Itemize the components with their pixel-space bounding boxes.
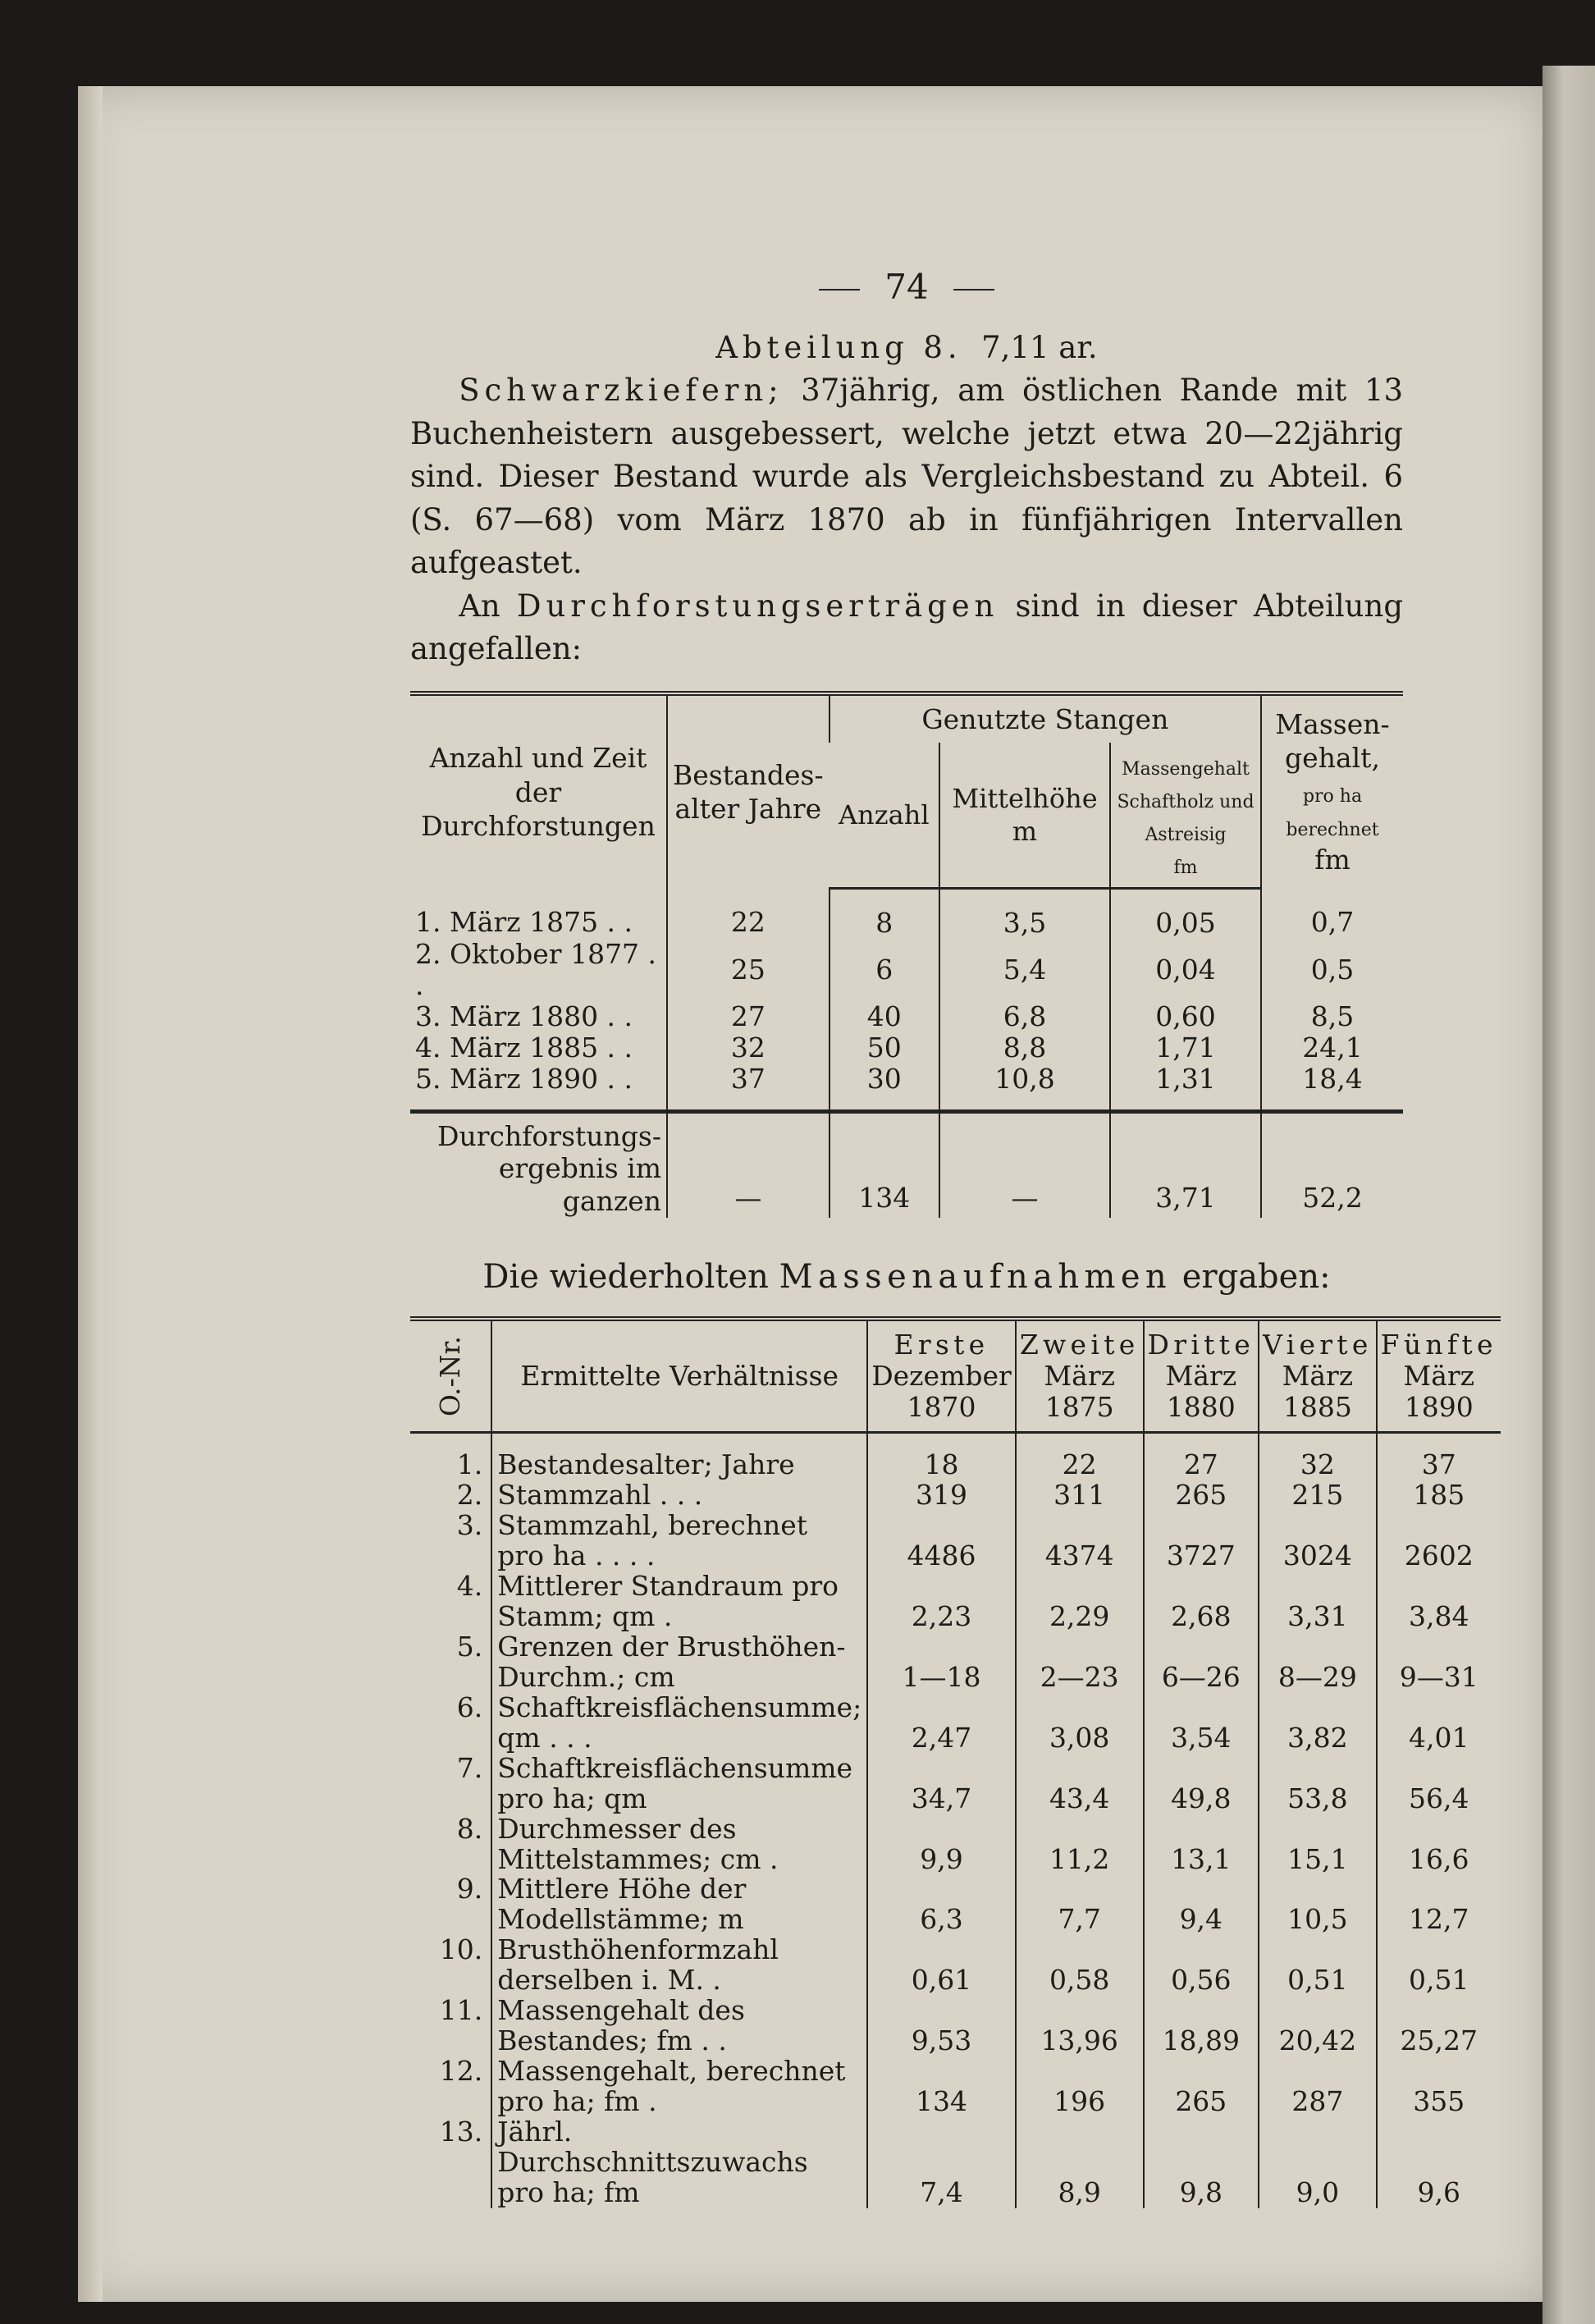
- folio-dash-right: [953, 289, 994, 290]
- row-number: 10.: [439, 1933, 483, 1966]
- cell-masse: 0,60: [1110, 1001, 1261, 1032]
- page-number-text: 74: [884, 267, 929, 307]
- row-number: 8.: [456, 1812, 483, 1845]
- total-label: [410, 1111, 667, 1217]
- value-cell-2: 8,9: [1016, 2117, 1144, 2208]
- para2-spaced: Durchforstungserträgen: [516, 588, 999, 624]
- cell-hoehe: 5,4: [939, 939, 1110, 1001]
- value-cell-4: 10,5: [1259, 1874, 1377, 1935]
- thinning-table-body: [410, 889, 1403, 1112]
- value-cell-2: 0,58: [1016, 1935, 1144, 1996]
- value-cell-1: 0,61: [867, 1935, 1016, 1996]
- th-massen-ha-sub: pro ha berechnet: [1286, 785, 1379, 840]
- measurement-row: [410, 2056, 1501, 2117]
- th-massengehalt: [1110, 743, 1261, 889]
- value-cell-5: 16,6: [1377, 1814, 1501, 1875]
- value-cell-2: 4374: [1016, 1511, 1144, 1571]
- th-c3-title: Dritte: [1147, 1329, 1255, 1361]
- cell-ha: 24,1: [1261, 1032, 1403, 1064]
- value-cell-3: 265: [1144, 2056, 1259, 2117]
- row-label: Massengehalt, berechnet pro ha; fm .: [491, 2056, 867, 2117]
- value-cell-2: 196: [1016, 2056, 1144, 2117]
- value-cell-4: 3024: [1259, 1511, 1377, 1571]
- value-cell-3: 2,68: [1144, 1571, 1259, 1632]
- cell-label: 3. März 1880 . .: [415, 1000, 633, 1032]
- total-ha: 52,2: [1261, 1111, 1403, 1217]
- value-cell-1: 6,3: [867, 1874, 1016, 1935]
- th-c5-year: 1890: [1404, 1391, 1474, 1424]
- next-page-edge: [1542, 66, 1595, 2324]
- value-cell-2: 311: [1016, 1480, 1144, 1511]
- value-cell-5: 9,6: [1377, 2117, 1501, 2208]
- heading2-spaced: Massenaufnahmen: [779, 1257, 1172, 1296]
- cell-ha: 0,7: [1261, 889, 1403, 939]
- th-c3-year: 1880: [1166, 1391, 1236, 1424]
- th-verhaeltnisse: Ermittelte Verhältnisse: [491, 1319, 867, 1432]
- value-cell-1: 18: [867, 1433, 1016, 1480]
- th-vierte: [1259, 1319, 1377, 1432]
- measurement-row: [410, 1996, 1501, 2056]
- intro-paragraph: [410, 369, 1403, 585]
- value-cell-3: 49,8: [1144, 1754, 1259, 1814]
- value-cell-5: 0,51: [1377, 1935, 1501, 1996]
- cell-label: 4. März 1885 . .: [415, 1031, 633, 1064]
- row-label: Schaftkreisflächensumme pro ha; qm: [491, 1754, 867, 1814]
- th-masse-title: Massengehalt Schaftholz und Astreisig: [1117, 759, 1255, 846]
- value-cell-3: 6—26: [1144, 1632, 1259, 1693]
- value-cell-3: 0,56: [1144, 1935, 1259, 1996]
- cell-alter: 25: [667, 939, 829, 1001]
- thinning-row: [410, 1001, 1403, 1032]
- th-genutzte-stangen: Genutzte Stangen: [829, 693, 1261, 743]
- value-cell-4: 0,51: [1259, 1935, 1377, 1996]
- thinning-row: [410, 1064, 1403, 1111]
- value-cell-1: 134: [867, 2056, 1016, 2117]
- measurement-row: [410, 1571, 1501, 1632]
- th-mittelhoehe-unit: m: [1012, 816, 1038, 848]
- cell-hoehe: 8,8: [939, 1032, 1110, 1064]
- row-label: Durchmesser des Mittelstammes; cm .: [491, 1814, 867, 1875]
- value-cell-1: 7,4: [867, 2117, 1016, 2208]
- section-area: 7,11 ar.: [981, 329, 1098, 365]
- measurement-row: [410, 1433, 1501, 1480]
- th-c1-month: Dezember: [871, 1360, 1012, 1393]
- measurements-table: [410, 1316, 1501, 2208]
- th-c1-title: Erste: [893, 1329, 989, 1361]
- thinning-table: [410, 691, 1403, 1218]
- value-cell-5: 56,4: [1377, 1754, 1501, 1814]
- value-cell-5: 12,7: [1377, 1874, 1501, 1935]
- row-number: 11.: [439, 1994, 483, 2027]
- thinning-total-row: [410, 1111, 1403, 1217]
- value-cell-3: 3,54: [1144, 1693, 1259, 1754]
- th-c5-month: März: [1403, 1360, 1475, 1393]
- value-cell-2: 2—23: [1016, 1632, 1144, 1693]
- cell-hoehe: 3,5: [939, 889, 1110, 939]
- cell-label: 5. März 1890 . .: [415, 1062, 633, 1095]
- page-number: [410, 263, 1403, 312]
- row-label: Mittlere Höhe der Modellstämme; m: [491, 1874, 867, 1935]
- row-label: Brusthöhenformzahl derselben i. M. .: [491, 1935, 867, 1996]
- value-cell-1: 9,9: [867, 1814, 1016, 1875]
- row-number: 12.: [439, 2055, 483, 2088]
- value-cell-4: 53,8: [1259, 1754, 1377, 1814]
- value-cell-4: 9,0: [1259, 2117, 1377, 2208]
- th-c2-month: März: [1044, 1360, 1115, 1393]
- value-cell-4: 20,42: [1259, 1996, 1377, 2056]
- th-mittelhoehe: [939, 743, 1110, 889]
- value-cell-4: 287: [1259, 2056, 1377, 2117]
- total-label-2: ergebnis im ganzen: [498, 1152, 661, 1217]
- row-label: Stammzahl, berechnet pro ha . . . .: [491, 1511, 867, 1571]
- cell-ha: 0,5: [1261, 939, 1403, 1001]
- measurement-row: [410, 1632, 1501, 1693]
- th-ordnungsnummer: [410, 1319, 491, 1432]
- cell-anzahl: 40: [829, 1001, 939, 1032]
- row-label: Bestandesalter; Jahre: [491, 1433, 867, 1480]
- para2-post: sind in dieser Abteilung angefallen:: [410, 588, 1403, 667]
- row-label: Grenzen der Brusthöhen-Durchm.; cm: [491, 1632, 867, 1693]
- row-label: Stammzahl . . .: [491, 1480, 867, 1511]
- th-dritte: [1144, 1319, 1259, 1432]
- th-c4-title: Vierte: [1263, 1329, 1373, 1361]
- intro-text: 37jährig, am östlichen Rande mit 13 Buchenheistern ausgebessert, welche jetzt etwa 20—22jährig sind. Dieser Bestand wurde als Vergleichsbestand zu Abteil. 6 (S. 67—68) vom März 1870 ab in fünfjährigen Intervallen aufgeastet.: [410, 373, 1403, 581]
- measurement-row: [410, 1935, 1501, 1996]
- row-number: 1.: [456, 1448, 483, 1481]
- value-cell-1: 34,7: [867, 1754, 1016, 1814]
- thinning-row: [410, 889, 1403, 939]
- value-cell-4: 215: [1259, 1480, 1377, 1511]
- cell-masse: 0,05: [1110, 889, 1261, 939]
- th-c2-title: Zweite: [1019, 1329, 1140, 1361]
- value-cell-4: 15,1: [1259, 1814, 1377, 1875]
- para2-pre: An: [459, 588, 517, 624]
- value-cell-5: 9—31: [1377, 1632, 1501, 1693]
- value-cell-2: 43,4: [1016, 1754, 1144, 1814]
- cell-anzahl: 6: [829, 939, 939, 1001]
- measurements-heading: [410, 1254, 1403, 1301]
- th-c4-year: 1885: [1282, 1391, 1352, 1424]
- cell-masse: 0,04: [1110, 939, 1261, 1001]
- value-cell-5: 25,27: [1377, 1996, 1501, 2056]
- value-cell-4: 32: [1259, 1433, 1377, 1480]
- measurement-row: [410, 1874, 1501, 1935]
- thinning-row: [410, 939, 1403, 1001]
- measurement-row: [410, 1480, 1501, 1511]
- cell-alter: 37: [667, 1064, 829, 1111]
- value-cell-4: 3,31: [1259, 1571, 1377, 1632]
- value-cell-1: 2,23: [867, 1571, 1016, 1632]
- page-edge-shadow: [78, 86, 103, 2302]
- value-cell-5: 185: [1377, 1480, 1501, 1511]
- yield-paragraph: [410, 585, 1403, 671]
- row-number: 9.: [456, 1873, 483, 1905]
- value-cell-5: 37: [1377, 1433, 1501, 1480]
- row-label: Jährl. Durchschnittszuwachs pro ha; fm: [491, 2117, 867, 2208]
- value-cell-2: 7,7: [1016, 1874, 1144, 1935]
- value-cell-5: 4,01: [1377, 1693, 1501, 1754]
- row-label: Schaftkreisflächensumme; qm . . .: [491, 1693, 867, 1754]
- value-cell-2: 2,29: [1016, 1571, 1144, 1632]
- section-title: Abteilung 8.: [715, 329, 962, 365]
- th-nr-text: O.-Nr.: [434, 1336, 467, 1417]
- measurement-row: [410, 1754, 1501, 1814]
- row-number: 2.: [456, 1479, 483, 1512]
- th-c3-month: März: [1165, 1360, 1237, 1393]
- th-durchforstungen: Anzahl und Zeit der Durchforstungen: [421, 742, 656, 842]
- value-cell-5: 355: [1377, 2056, 1501, 2117]
- row-label: Massengehalt des Bestandes; fm . .: [491, 1996, 867, 2056]
- intro-lead: Schwarzkiefern;: [459, 373, 784, 409]
- row-label: Mittlerer Standraum pro Stamm; qm .: [491, 1571, 867, 1632]
- th-c1-year: 1870: [907, 1391, 976, 1424]
- value-cell-2: 11,2: [1016, 1814, 1144, 1875]
- cell-masse: 1,71: [1110, 1032, 1261, 1064]
- cell-label: 1. März 1875 . .: [415, 906, 633, 939]
- folio-dash-left: [819, 289, 860, 290]
- cell-ha: 18,4: [1261, 1064, 1403, 1111]
- value-cell-3: 265: [1144, 1480, 1259, 1511]
- th-fuenfte: [1377, 1319, 1501, 1432]
- measurement-row: [410, 1814, 1501, 1875]
- value-cell-1: 319: [867, 1480, 1016, 1511]
- page-content: [410, 263, 1497, 2209]
- row-number: 13.: [439, 2116, 483, 2148]
- value-cell-1: 9,53: [867, 1996, 1016, 2056]
- cell-label: 2. Oktober 1877 . .: [415, 938, 657, 1001]
- value-cell-2: 3,08: [1016, 1693, 1144, 1754]
- measurement-row: [410, 1693, 1501, 1754]
- cell-hoehe: 10,8: [939, 1064, 1110, 1111]
- row-number: 5.: [456, 1630, 483, 1663]
- section-heading: [410, 327, 1403, 370]
- value-cell-1: 2,47: [867, 1693, 1016, 1754]
- th-mittelhoehe-title: Mittelhöhe: [952, 783, 1098, 815]
- value-cell-3: 13,1: [1144, 1814, 1259, 1875]
- value-cell-3: 27: [1144, 1433, 1259, 1480]
- th-c4-month: März: [1282, 1360, 1354, 1393]
- th-anzahl: Anzahl: [829, 743, 939, 889]
- value-cell-3: 9,8: [1144, 2117, 1259, 2208]
- cell-masse: 1,31: [1110, 1064, 1261, 1111]
- value-cell-1: 4486: [867, 1511, 1016, 1571]
- value-cell-5: 2602: [1377, 1511, 1501, 1571]
- value-cell-1: 1—18: [867, 1632, 1016, 1693]
- total-anzahl: 134: [829, 1111, 939, 1217]
- heading2-pre: Die wiederholten: [482, 1257, 779, 1296]
- cell-hoehe: 6,8: [939, 1001, 1110, 1032]
- total-label-1: Durchforstungs-: [437, 1119, 661, 1152]
- th-massen-ha-unit: fm: [1314, 844, 1350, 876]
- value-cell-4: 8—29: [1259, 1632, 1377, 1693]
- measurements-table-body: [410, 1433, 1501, 2208]
- th-zweite: [1016, 1319, 1144, 1432]
- cell-anzahl: 50: [829, 1032, 939, 1064]
- total-alter: —: [667, 1111, 829, 1217]
- th-erste: [867, 1319, 1016, 1432]
- total-masse: 3,71: [1110, 1111, 1261, 1217]
- value-cell-3: 3727: [1144, 1511, 1259, 1571]
- th-masse-unit: fm: [1173, 858, 1198, 879]
- value-cell-4: 3,82: [1259, 1693, 1377, 1754]
- value-cell-3: 18,89: [1144, 1996, 1259, 2056]
- measurement-row: [410, 2117, 1501, 2208]
- value-cell-2: 13,96: [1016, 1996, 1144, 2056]
- thinning-row: [410, 1032, 1403, 1064]
- value-cell-5: 3,84: [1377, 1571, 1501, 1632]
- th-c2-year: 1875: [1044, 1391, 1114, 1424]
- th-massen-ha-title: Massen- gehalt,: [1275, 708, 1390, 775]
- row-number: 7.: [456, 1751, 483, 1784]
- cell-ha: 8,5: [1261, 1001, 1403, 1032]
- value-cell-3: 9,4: [1144, 1874, 1259, 1935]
- th-massengehalt-ha: [1261, 693, 1403, 889]
- row-number: 3.: [456, 1509, 483, 1542]
- total-hoehe: —: [939, 1111, 1110, 1217]
- cell-alter: 22: [667, 889, 829, 939]
- cell-alter: 27: [667, 1001, 829, 1032]
- measurement-row: [410, 1511, 1501, 1571]
- row-number: 6.: [456, 1690, 483, 1723]
- cell-anzahl: 8: [829, 889, 939, 939]
- cell-anzahl: 30: [829, 1064, 939, 1111]
- row-number: 4.: [456, 1569, 483, 1602]
- value-cell-2: 22: [1016, 1433, 1144, 1480]
- th-bestandesalter: Bestandes- alter Jahre: [667, 693, 829, 889]
- heading2-post: ergaben:: [1172, 1257, 1331, 1296]
- cell-alter: 32: [667, 1032, 829, 1064]
- th-c5-title: Fünfte: [1380, 1329, 1497, 1361]
